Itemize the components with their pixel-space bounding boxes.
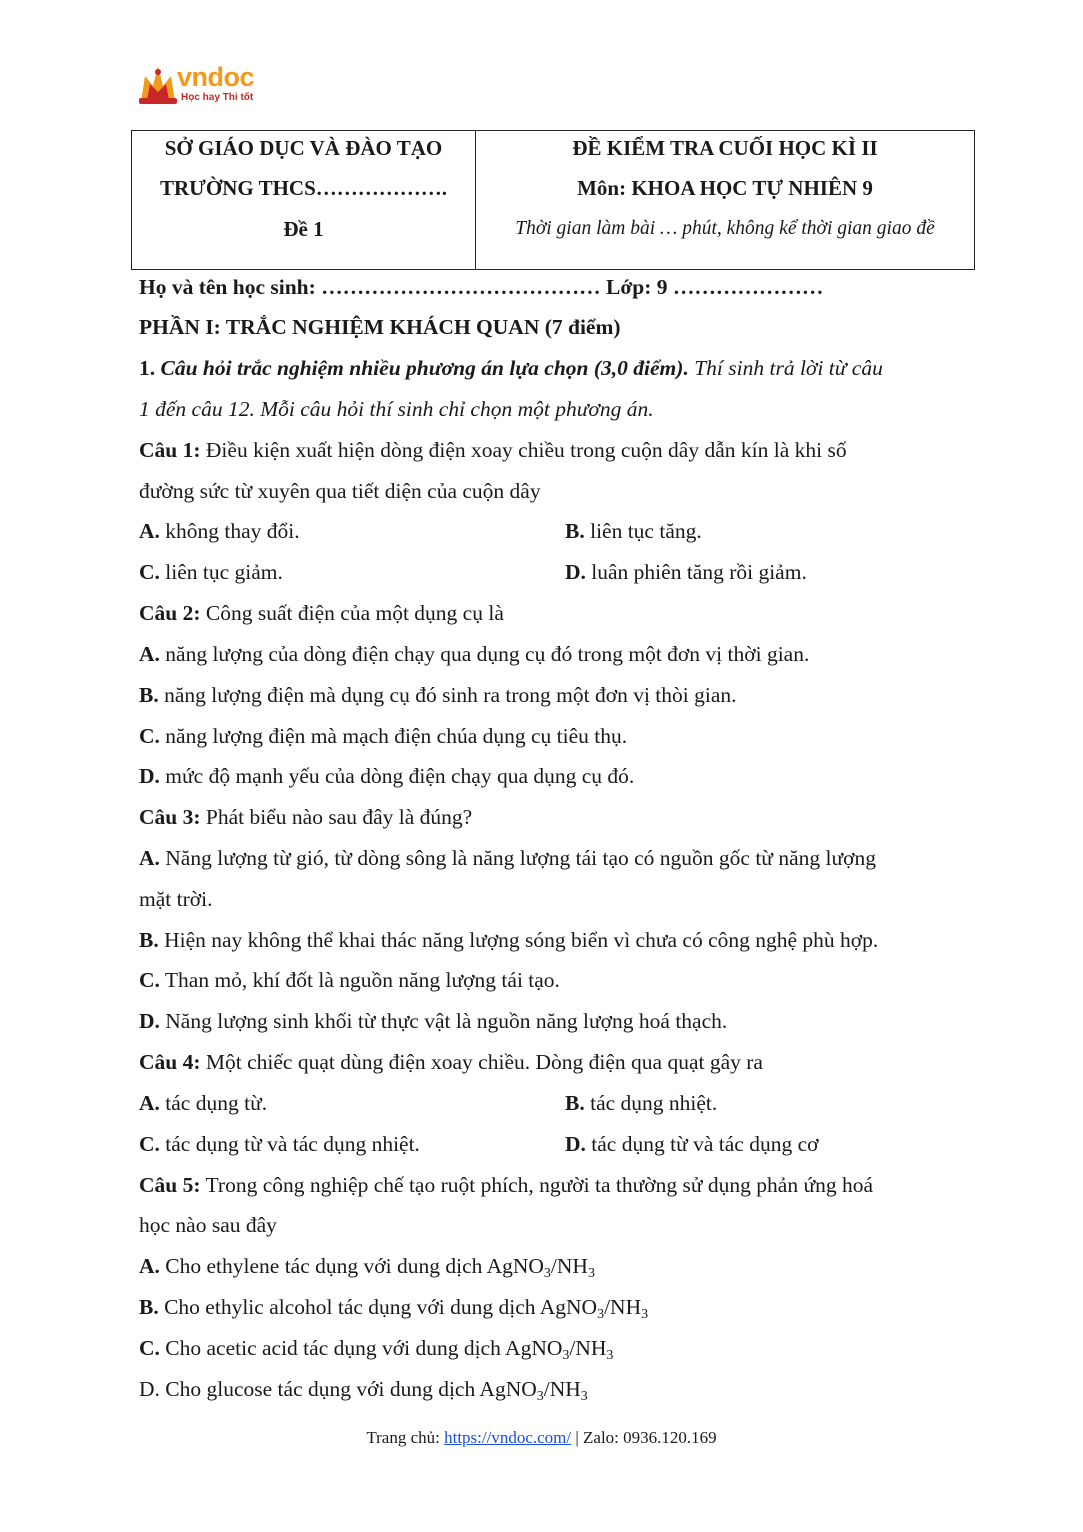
part-title: PHẦN I: TRẮC NGHIỆM KHÁCH QUAN (7 điểm): [139, 315, 621, 339]
q1-option-d[interactable]: [565, 558, 807, 586]
department-name: SỞ GIÁO DỤC VÀ ĐÀO TẠO: [164, 136, 443, 160]
logo-tagline: Học hay Thi tốt: [181, 92, 254, 103]
option-text: Cho glucose tác dụng với dung dịch: [165, 1377, 476, 1401]
q4-option-b[interactable]: [565, 1089, 717, 1117]
section-instruction: Thí sinh trả lời từ câu: [694, 356, 883, 380]
option-letter: D.: [139, 1377, 160, 1401]
option-text: Năng lượng từ gió, từ dòng sông là năng lượng tái tạo có nguồn gốc từ năng lượng: [165, 846, 876, 870]
reagent-formula: $AgNO_3/NH_3$: [539, 1295, 649, 1322]
q3-option-a-cont: mặt trời.: [139, 887, 213, 911]
exam-header-table: [131, 130, 975, 270]
option-text: Cho ethylene tác dụng với dung dịch: [165, 1254, 483, 1278]
option-text: năng lượng điện mà mạch điện chúa dụng cụ tiêu thụ.: [165, 724, 628, 748]
question-4-text: Một chiếc quạt dùng điện xoay chiều. Dòng điện qua quạt gây ra: [205, 1050, 763, 1074]
crown-logo-icon: [137, 62, 179, 106]
option-letter: D.: [139, 1009, 160, 1033]
option-text: Hiện nay không thể khai thác năng lượng sóng biển vì chưa có công nghệ phù hợp.: [164, 928, 879, 952]
section-instruction-cont: 1 đến câu 12. Mỗi câu hỏi thí sinh chỉ chọn một phương án.: [139, 397, 654, 421]
q1-option-a[interactable]: [139, 517, 300, 545]
option-text: Năng lượng sinh khối từ thực vật là nguồn năng lượng hoá thạch.: [165, 1009, 728, 1033]
option-letter: A.: [139, 846, 160, 870]
section-heading: [139, 354, 883, 382]
option-text: liên tục giảm.: [165, 560, 283, 584]
header-exam-cell: [476, 131, 974, 269]
exam-title: ĐỀ KIỂM TRA CUỐI HỌC KÌ II: [572, 136, 878, 160]
option-text: tác dụng từ.: [165, 1091, 268, 1115]
question-2-text: Công suất điện của một dụng cụ là: [205, 601, 504, 625]
question-5-text-cont: học nào sau đây: [139, 1213, 277, 1237]
question-3-label: Câu 3:: [139, 805, 201, 829]
homepage-link[interactable]: https://vndoc.com/: [444, 1428, 572, 1447]
school-name: TRƯỜNG THCS……………….: [159, 176, 448, 200]
question-5-text: Trong công nghiệp chế tạo ruột phích, người ta thường sử dụng phản ứng hoá: [205, 1173, 874, 1197]
question-5: [139, 1171, 873, 1199]
question-3-text: Phát biểu nào sau đây là đúng?: [205, 805, 473, 829]
option-letter: B.: [139, 683, 159, 707]
logo-brand-text: vndoc: [177, 62, 255, 92]
q1-option-c[interactable]: [139, 558, 283, 586]
q5-option-a[interactable]: [139, 1252, 595, 1280]
footer-zalo: | Zalo: 0936.120.169: [571, 1428, 717, 1447]
question-5-label: Câu 5:: [139, 1173, 201, 1197]
header-school-cell: [132, 131, 476, 269]
q4-option-c[interactable]: [139, 1130, 420, 1158]
q2-option-c[interactable]: [139, 722, 627, 750]
option-letter: C.: [139, 968, 160, 992]
footer-prefix: Trang chủ:: [366, 1428, 445, 1447]
question-1: [139, 436, 847, 464]
exam-code: Đề 1: [283, 217, 324, 241]
reagent-formula: $AgNO_3/NH_3$: [505, 1336, 614, 1363]
page-footer: [0, 1427, 1083, 1449]
option-letter: D.: [565, 1132, 586, 1156]
q5-option-c[interactable]: [139, 1334, 613, 1362]
option-letter: B.: [139, 928, 159, 952]
option-text: Cho acetic acid tác dụng với dung dịch: [165, 1336, 501, 1360]
reagent-formula: $AgNO_3/NH_3$: [479, 1377, 588, 1404]
option-text: Than mỏ, khí đốt là nguồn năng lượng tái tạo.: [164, 968, 560, 992]
exam-duration-note: Thời gian làm bài … phút, không kể thời gian giao đề: [515, 218, 935, 239]
q3-option-c[interactable]: [139, 966, 560, 994]
question-3: [139, 803, 472, 831]
q2-option-b[interactable]: [139, 681, 737, 709]
section-number: 1.: [139, 356, 156, 380]
question-1-text-cont: đường sức từ xuyên qua tiết diện của cuộn dây: [139, 479, 541, 503]
q3-option-d[interactable]: [139, 1007, 727, 1035]
option-letter: C.: [139, 1336, 160, 1360]
option-letter: B.: [565, 1091, 585, 1115]
option-text: năng lượng của dòng điện chạy qua dụng cụ đó trong một đơn vị thời gian.: [165, 642, 810, 666]
q5-option-b[interactable]: [139, 1293, 648, 1321]
option-text: tác dụng từ và tác dụng cơ: [591, 1132, 819, 1156]
option-letter: C.: [139, 560, 160, 584]
option-text: tác dụng nhiệt.: [590, 1091, 718, 1115]
question-2-label: Câu 2:: [139, 601, 201, 625]
q4-option-d[interactable]: [565, 1130, 818, 1158]
option-letter: A.: [139, 1254, 160, 1278]
q1-option-b[interactable]: [565, 517, 702, 545]
option-text: liên tục tăng.: [590, 519, 702, 543]
q4-option-a[interactable]: [139, 1089, 267, 1117]
option-letter: A.: [139, 642, 160, 666]
q2-option-a[interactable]: [139, 640, 809, 668]
question-4-label: Câu 4:: [139, 1050, 201, 1074]
option-text: không thay đổi.: [165, 519, 300, 543]
option-letter: D.: [565, 560, 586, 584]
option-letter: A.: [139, 519, 160, 543]
option-letter: C.: [139, 1132, 160, 1156]
q3-option-a[interactable]: [139, 844, 876, 872]
option-text: tác dụng từ và tác dụng nhiệt.: [165, 1132, 420, 1156]
question-4: [139, 1048, 763, 1076]
section-title: Câu hỏi trắc nghiệm nhiều phương án lựa chọn (3,0 điểm).: [160, 356, 689, 380]
vndoc-logo[interactable]: [137, 62, 277, 110]
student-info-line: Họ và tên học sinh: ………………………………… Lớp: 9 …………………: [139, 275, 824, 299]
q3-option-b[interactable]: [139, 926, 878, 954]
q2-option-d[interactable]: [139, 762, 634, 790]
option-letter: B.: [565, 519, 585, 543]
question-2: [139, 599, 504, 627]
option-text: luân phiên tăng rồi giảm.: [591, 560, 807, 584]
question-1-text: Điều kiện xuất hiện dòng điện xoay chiều trong cuộn dây dẫn kín là khi số: [205, 438, 847, 462]
option-text: mức độ mạnh yếu của dòng điện chạy qua dụng cụ đó.: [165, 764, 635, 788]
option-text: năng lượng điện mà dụng cụ đó sinh ra trong một đơn vị thòi gian.: [164, 683, 737, 707]
option-letter: A.: [139, 1091, 160, 1115]
subject-title: Môn: KHOA HỌC TỰ NHIÊN 9: [577, 176, 873, 200]
option-letter: B.: [139, 1295, 159, 1319]
option-letter: D.: [139, 764, 160, 788]
option-text: Cho ethylic alcohol tác dụng với dung dịch: [164, 1295, 536, 1319]
option-letter: C.: [139, 724, 160, 748]
q5-option-d[interactable]: [139, 1375, 588, 1403]
question-1-label: Câu 1:: [139, 438, 201, 462]
reagent-formula: $AgNO_3/NH_3$: [486, 1254, 595, 1281]
